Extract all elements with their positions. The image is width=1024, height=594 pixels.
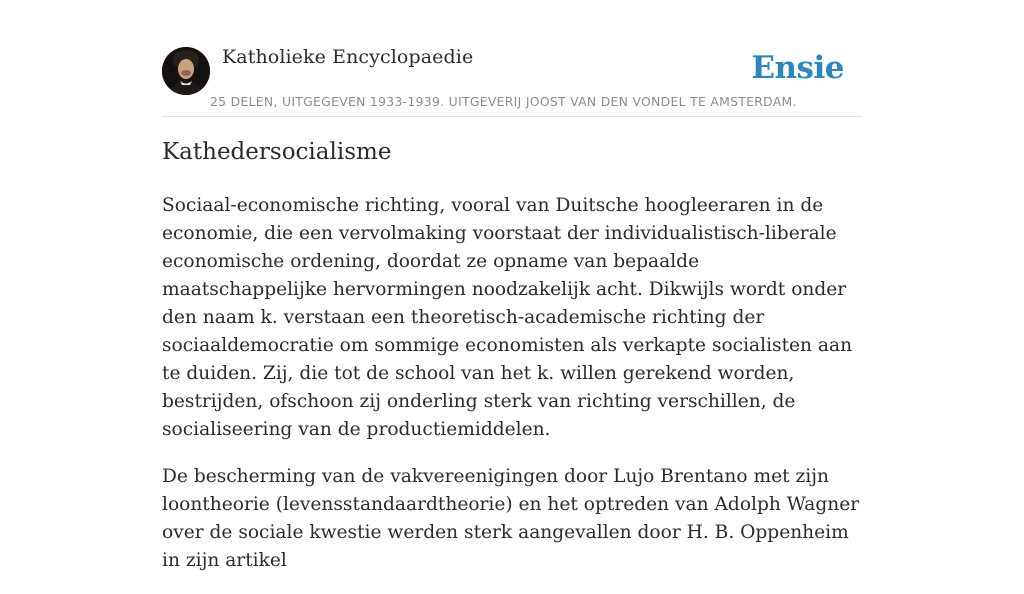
source-title[interactable]: Katholieke Encyclopaedie (222, 46, 474, 68)
portrait-avatar-icon[interactable] (162, 47, 210, 95)
page (162, 0, 862, 571)
article-paragraph: De bescherming van de vakvereenigingen door Lujo Brentano met zijn loontheorie (levensstandaardtheorie) en het optreden van Adolph Wagner over de sociale kwestie werden sterk aangevallen door H. B. Oppenheim in zijn artikel (162, 466, 860, 571)
article-paragraph: Sociaal-economische richting, vooral van Duitsche hoogleeraren in de economie, die een vervolmaking voorstaat der individualistisch-liberale economische ordening, doordat ze opname van bepaalde maatschappelijke hervormingen noodzakelijk acht. Dikwijls wordt onder den naam k. verstaan een theoretisch-academische richting der sociaaldemocratie om sommige economisten als verkapte socialisten aan te duiden. Zij, die tot de school van het k. willen gerekend worden, bestrijden, ofschoon zij onderling sterk van richting verschillen, de socialiseering van de productiemiddelen. (162, 195, 853, 440)
article-body (162, 192, 862, 594)
source-header (162, 0, 862, 117)
source-subtitle: 25 DELEN, UITGEGEVEN 1933-1939. UITGEVERIJ JOOST VAN DEN VONDEL TE AMSTERDAM. (210, 94, 797, 109)
article-title: Kathedersocialisme (162, 139, 392, 165)
ensie-logo[interactable]: Ensie (751, 50, 844, 86)
